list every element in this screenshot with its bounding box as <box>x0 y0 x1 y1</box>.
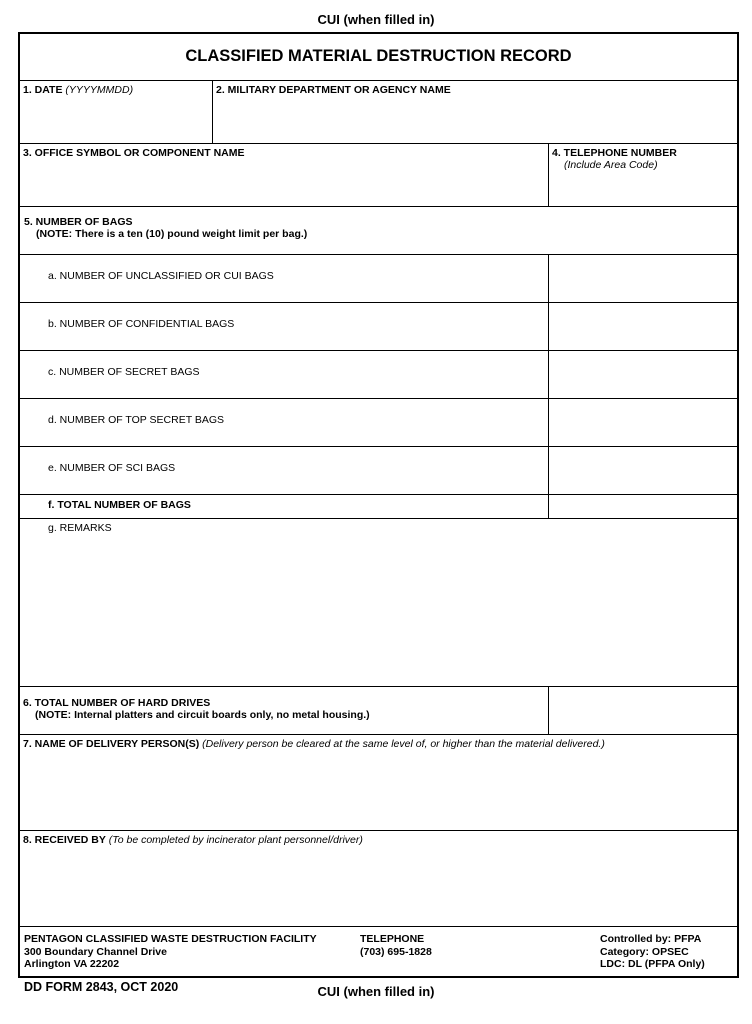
total-bags-label: f. TOTAL NUMBER OF BAGS <box>48 499 191 511</box>
cui-marking-top: CUI (when filled in) <box>317 12 435 27</box>
form-title: CLASSIFIED MATERIAL DESTRUCTION RECORD <box>185 47 572 65</box>
bags-label: 5. NUMBER OF BAGS <box>24 216 133 228</box>
row-sci-bags <box>20 447 737 495</box>
facility-telephone-value: (703) 695-1828 <box>360 945 432 958</box>
sci-bags-label-cell <box>20 447 548 494</box>
telephone-field[interactable] <box>548 144 737 206</box>
row-date-agency <box>20 81 737 144</box>
telephone-label: 4. TELEPHONE NUMBER <box>552 147 677 159</box>
confidential-bags-label: b. NUMBER OF CONFIDENTIAL BAGS <box>48 318 235 330</box>
row-unclassified-bags <box>20 255 737 303</box>
office-label: 3. OFFICE SYMBOL OR COMPONENT NAME <box>23 147 245 159</box>
cui-marking-bottom: CUI (when filled in) <box>317 984 435 999</box>
hard-drives-note: (NOTE: Internal platters and circuit boards only, no metal housing.) <box>35 709 370 721</box>
confidential-bags-label-cell <box>20 303 548 350</box>
agency-field[interactable] <box>212 81 737 143</box>
category: Category: OPSEC <box>600 945 689 958</box>
secret-bags-input[interactable] <box>548 351 737 398</box>
confidential-bags-input[interactable] <box>548 303 737 350</box>
bags-header-row <box>20 207 737 255</box>
remarks-field[interactable] <box>20 519 737 687</box>
secret-bags-label-cell <box>20 351 548 398</box>
facility-telephone-label: TELEPHONE <box>360 933 425 945</box>
received-by-label: 8. RECEIVED BY <box>23 834 106 846</box>
remarks-label: g. REMARKS <box>48 522 112 534</box>
ldc: LDC: DL (PFPA Only) <box>600 958 705 970</box>
top-secret-bags-label: d. NUMBER OF TOP SECRET BAGS <box>48 414 225 426</box>
facility-address2: Arlington VA 22202 <box>24 958 120 970</box>
facility-address1: 300 Boundary Channel Drive <box>24 945 167 958</box>
secret-bags-label: c. NUMBER OF SECRET BAGS <box>48 366 200 378</box>
controlled-by: Controlled by: PFPA <box>600 933 702 945</box>
unclassified-bags-label-cell <box>20 255 548 302</box>
sci-bags-label: e. NUMBER OF SCI BAGS <box>48 462 176 474</box>
date-hint: (YYYYMMDD) <box>65 84 134 96</box>
remarks-cell <box>20 519 737 686</box>
form-title-row <box>20 34 737 81</box>
facility-telephone-block <box>360 927 540 976</box>
hard-drives-label: 6. TOTAL NUMBER OF HARD DRIVES <box>23 697 211 709</box>
date-label: 1. DATE <box>23 84 63 96</box>
top-secret-bags-label-cell <box>20 399 548 446</box>
telephone-hint: (Include Area Code) <box>564 159 658 171</box>
destruction-record-form <box>18 32 739 978</box>
sci-bags-input[interactable] <box>548 447 737 494</box>
hard-drives-input[interactable] <box>548 687 737 734</box>
row-secret-bags <box>20 351 737 399</box>
bags-note: (NOTE: There is a ten (10) pound weight limit per bag.) <box>36 228 308 240</box>
total-bags-label-cell <box>20 495 548 518</box>
facility-name: PENTAGON CLASSIFIED WASTE DESTRUCTION FACILITY <box>24 933 317 945</box>
control-block <box>600 927 735 976</box>
delivery-person-label: 7. NAME OF DELIVERY PERSON(S) <box>23 738 200 750</box>
unclassified-bags-input[interactable] <box>548 255 737 302</box>
received-by-cell <box>20 831 737 926</box>
date-field[interactable] <box>20 81 212 143</box>
facility-block <box>24 927 364 976</box>
received-by-field[interactable] <box>20 831 737 927</box>
hard-drives-label-cell <box>20 687 548 734</box>
delivery-person-field[interactable] <box>20 735 737 831</box>
delivery-person-cell <box>20 735 737 830</box>
received-by-hint: (To be completed by incinerator plant personnel/driver) <box>108 834 363 846</box>
row-confidential-bags <box>20 303 737 351</box>
bags-header <box>20 207 737 254</box>
row-hard-drives <box>20 687 737 735</box>
delivery-person-hint: (Delivery person be cleared at the same level of, or higher than the material delivered.) <box>202 738 605 750</box>
form-identifier: DD FORM 2843, OCT 2020 <box>24 980 179 994</box>
unclassified-bags-label: a. NUMBER OF UNCLASSIFIED OR CUI BAGS <box>48 270 274 282</box>
row-total-bags <box>20 495 737 519</box>
top-secret-bags-input[interactable] <box>548 399 737 446</box>
row-office-phone <box>20 144 737 207</box>
office-field[interactable] <box>20 144 548 206</box>
row-top-secret-bags <box>20 399 737 447</box>
agency-label: 2. MILITARY DEPARTMENT OR AGENCY NAME <box>216 84 451 96</box>
facility-footer <box>20 927 737 976</box>
total-bags-input[interactable] <box>548 495 737 518</box>
